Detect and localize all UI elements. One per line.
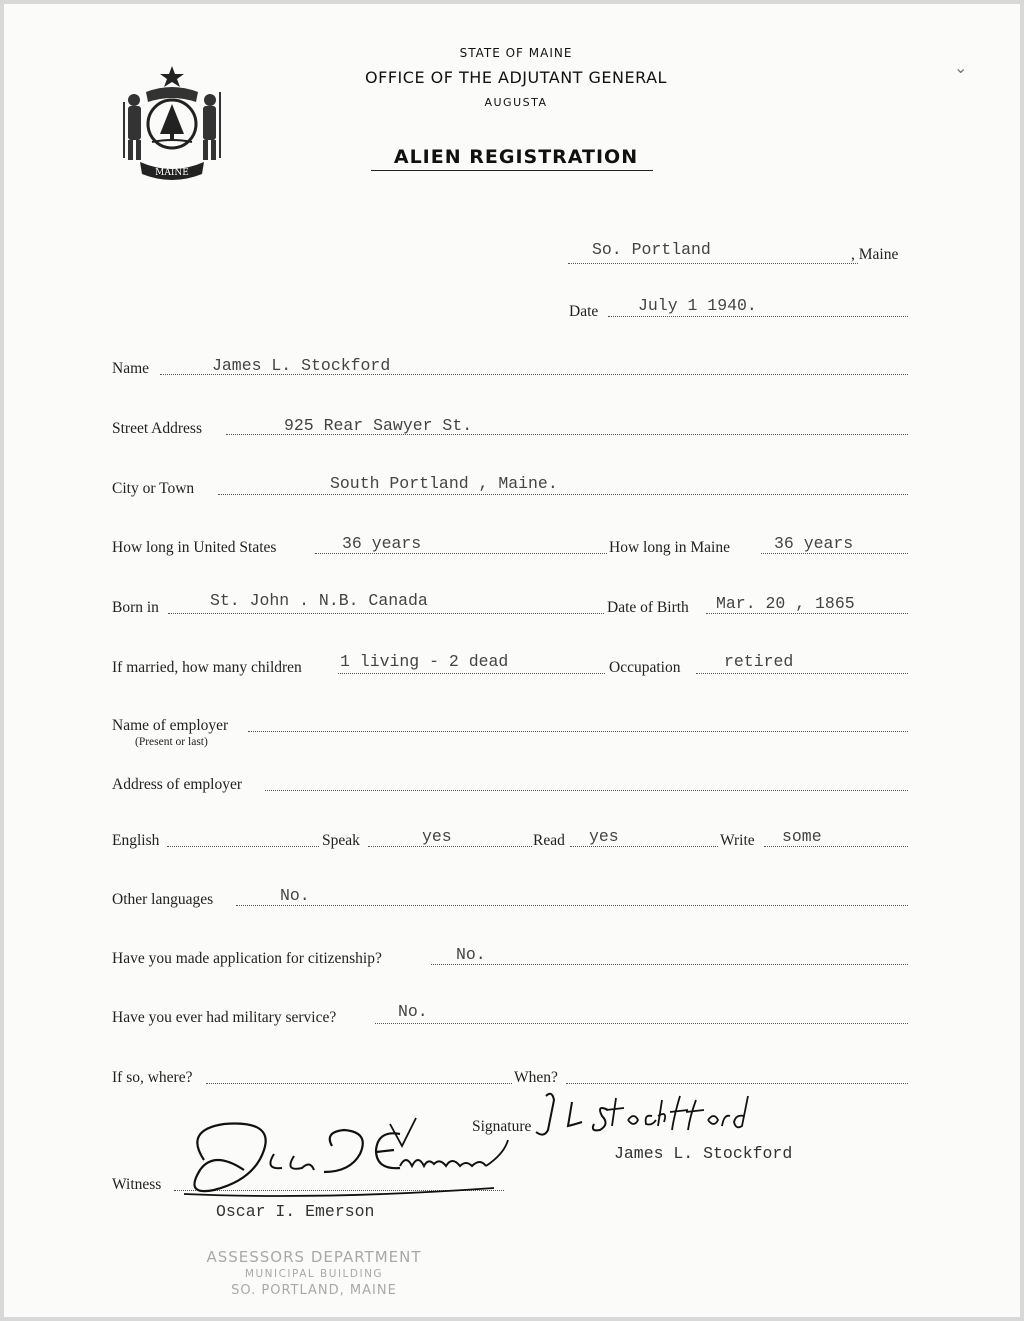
- employer-address-line: [265, 790, 908, 791]
- street-value: 925 Rear Sawyer St.: [284, 416, 473, 435]
- maine-years-value: 36 years: [774, 534, 854, 553]
- witness-label: Witness: [112, 1176, 162, 1193]
- assessors-stamp-line2: MUNICIPAL BUILDING: [244, 1268, 384, 1280]
- english-label: English: [112, 832, 160, 849]
- maine-years-label: How long in Maine: [609, 539, 730, 556]
- military-value: No.: [398, 1002, 428, 1021]
- occupation-value: retired: [724, 652, 794, 671]
- born-line: [168, 613, 604, 614]
- signature-name: James L. Stockford: [614, 1144, 793, 1163]
- other-languages-value: No.: [280, 886, 310, 905]
- children-label: If married, how many children: [112, 659, 302, 676]
- occupation-line: [696, 673, 908, 674]
- city-heading: AUGUSTA: [484, 96, 548, 109]
- employer-label: Name of employer: [112, 717, 229, 734]
- pencil-mark: ⌄: [954, 60, 968, 77]
- title-underline: [371, 170, 653, 171]
- street-label: Street Address: [112, 420, 202, 437]
- form-title: ALIEN REGISTRATION: [393, 146, 639, 168]
- assessors-stamp-line3: SO. PORTLAND, MAINE: [231, 1283, 397, 1298]
- employer-line: [248, 731, 908, 732]
- date-line: [608, 316, 908, 317]
- citizenship-line: [431, 964, 908, 965]
- town-line: [568, 263, 858, 264]
- military-label: Have you ever had military service?: [112, 1009, 337, 1026]
- witness-signature: [164, 1110, 514, 1206]
- read-line: [570, 846, 718, 847]
- name-value: James L. Stockford: [212, 356, 391, 375]
- other-languages-label: Other languages: [112, 891, 214, 908]
- born-value: St. John . N.B. Canada: [210, 591, 428, 610]
- witness-name: Oscar I. Emerson: [216, 1202, 375, 1221]
- city-line: [218, 494, 908, 495]
- city-label: City or Town: [112, 480, 195, 497]
- employer-sublabel: (Present or last): [135, 736, 208, 748]
- us-years-value: 36 years: [342, 534, 422, 553]
- dob-label: Date of Birth: [607, 599, 689, 616]
- dob-value: Mar. 20 , 1865: [716, 594, 855, 613]
- born-label: Born in: [112, 599, 159, 616]
- where-label: If so, where?: [112, 1069, 193, 1086]
- office-heading: OFFICE OF THE ADJUTANT GENERAL: [365, 68, 667, 87]
- date-label: Date: [569, 303, 599, 320]
- town-value: So. Portland: [592, 240, 711, 259]
- assessors-stamp-line1: ASSESSORS DEPARTMENT: [206, 1248, 422, 1266]
- maine-years-line: [761, 553, 908, 554]
- state-heading: STATE OF MAINE: [459, 46, 573, 60]
- children-line: [338, 673, 605, 674]
- registration-form: [4, 4, 1020, 1317]
- other-languages-line: [236, 905, 908, 906]
- when-label: When?: [514, 1069, 558, 1086]
- dob-line: [706, 613, 908, 614]
- occupation-label: Occupation: [609, 659, 681, 676]
- name-label: Name: [112, 360, 150, 377]
- signature-label: Signature: [472, 1118, 532, 1135]
- military-line: [375, 1023, 908, 1024]
- maine-label: , Maine: [851, 246, 899, 263]
- citizenship-value: No.: [456, 945, 486, 964]
- write-value: some: [782, 827, 822, 846]
- date-value: July 1 1940.: [638, 296, 757, 315]
- read-value: yes: [589, 827, 619, 846]
- applicant-signature: [524, 1086, 764, 1142]
- speak-value: yes: [422, 827, 452, 846]
- us-years-line: [315, 553, 607, 554]
- read-label: Read: [533, 832, 565, 849]
- employer-address-label: Address of employer: [112, 776, 242, 793]
- speak-line: [368, 846, 532, 847]
- where-line: [206, 1083, 512, 1084]
- write-label: Write: [720, 832, 755, 849]
- children-value: 1 living - 2 dead: [340, 652, 509, 671]
- when-line: [566, 1083, 908, 1084]
- citizenship-label: Have you made application for citizenship?: [112, 950, 382, 967]
- svg-text:MAINE: MAINE: [155, 168, 189, 178]
- city-value: South Portland , Maine.: [330, 474, 558, 493]
- english-line: [167, 846, 319, 847]
- write-line: [764, 846, 908, 847]
- us-years-label: How long in United States: [112, 539, 277, 556]
- speak-label: Speak: [322, 832, 360, 849]
